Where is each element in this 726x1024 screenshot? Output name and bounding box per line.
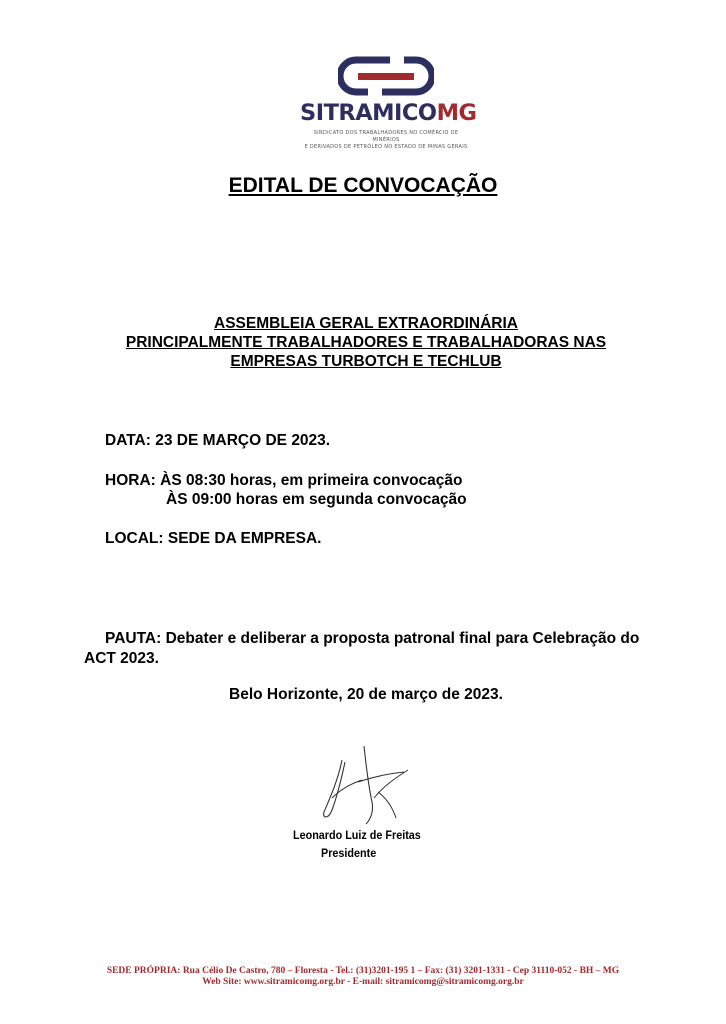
location-field <box>105 530 321 548</box>
date-label: DATA: <box>105 432 151 449</box>
assembly-heading-line: ASSEMBLEIA GERAL EXTRAORDINÁRIA <box>214 315 518 332</box>
signatory-name: Leonardo Luiz de Freitas <box>293 828 421 842</box>
place-date: Belo Horizonte, 20 de março de 2023. <box>229 686 503 703</box>
date-field <box>105 432 330 450</box>
agenda-text: Debater e deliberar a proposta patronal final para Celebração do ACT 2023. <box>84 630 640 667</box>
agenda-label: PAUTA: <box>105 630 162 647</box>
date-value: 23 DE MARÇO DE 2023. <box>155 432 331 449</box>
handwritten-signature <box>312 740 422 830</box>
chain-link-logo-icon <box>338 56 434 96</box>
organization-subtitle: SINDICATO DOS TRABALHADORES NO COMÉRCIO DE MINÉRIOS E DERIVADOS DE PETRÓLEO NO ESTADO DE MINAS GERAIS <box>304 130 468 150</box>
signatory-role: Presidente <box>321 846 377 860</box>
time-second-call: ÀS 09:00 horas em segunda convocação <box>166 491 467 508</box>
footer-address: SEDE PRÓPRIA: Rua Célio De Castro, 780 – Floresta - Tel.: (31)3201-195 1 – Fax: (31) 3201-1331 - Cep 31110-052 - BH – MG <box>106 966 620 976</box>
location-value: SEDE DA EMPRESA. <box>167 530 322 547</box>
agenda-paragraph <box>84 629 674 669</box>
time-field <box>105 472 463 490</box>
assembly-heading-line: EMPRESAS TURBOTCH E TECHLUB <box>230 353 502 370</box>
assembly-heading-line: PRINCIPALMENTE TRABALHADORES E TRABALHADORAS NAS <box>125 334 607 351</box>
organization-name: SITRAMICOMG <box>300 100 477 126</box>
footer-contact: Web Site: www.sitramicomg.org.br - E-mail: sitramicomg@sitramicomg.org.br <box>202 977 524 987</box>
location-label: LOCAL: <box>105 530 164 547</box>
time-label: HORA: <box>105 472 156 489</box>
time-first-call: ÀS 08:30 horas, em primeira convocação <box>160 472 463 489</box>
document-title: EDITAL DE CONVOCAÇÃO <box>228 174 498 197</box>
assembly-heading <box>60 314 672 371</box>
